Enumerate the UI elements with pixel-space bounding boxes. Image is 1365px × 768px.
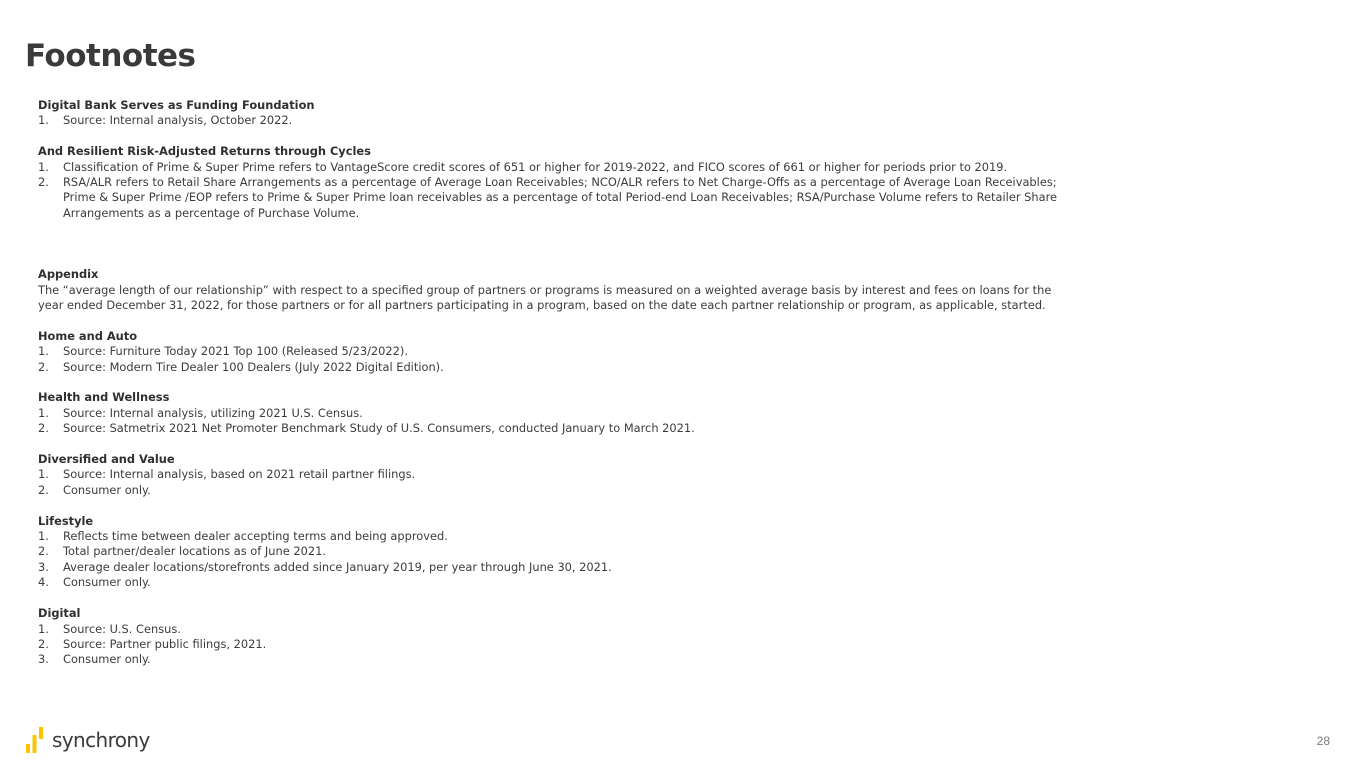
footnote-text: RSA/ALR refers to Retail Share Arrangements as a percentage of Average Loan Receivables; NCO/ALR refers to Net Charge-Offs as a percentage of Average Loan Receivables; Prime & Super Prime /EOP refers to Prime & Super Prime loan receivables as a percentage of total Period-end Loan Receivables; RSA/Purchase Volume refers to Retailer Share Arrangements as a percentage of Purchase Volume. (63, 175, 1058, 220)
footnote-item (38, 622, 1078, 637)
section-appendix (38, 267, 1078, 313)
footnote-number: 1. (38, 344, 49, 359)
footnote-item (38, 113, 1078, 128)
footnotes-content (38, 98, 1078, 683)
synchrony-logo-icon (26, 727, 48, 753)
section-diversified-and-value (38, 452, 1078, 498)
footnote-item (38, 344, 1078, 359)
footnote-number: 3. (38, 652, 49, 667)
footnote-number: 1. (38, 621, 49, 636)
section-heading: Digital Bank Serves as Funding Foundation (38, 98, 315, 112)
footnote-item (38, 160, 1078, 175)
footnote-item (38, 175, 1078, 221)
footnote-item (38, 529, 1078, 544)
footnote-number: 1. (38, 405, 49, 420)
section-health-and-wellness (38, 390, 1078, 436)
footnote-text: Consumer only. (63, 575, 151, 590)
section-home-and-auto (38, 329, 1078, 375)
footnote-number: 2. (38, 482, 49, 497)
section-resilient-returns (38, 144, 1078, 221)
footnote-number: 1. (38, 113, 49, 128)
page-number: 28 (1316, 734, 1330, 748)
footnote-item (38, 575, 1078, 590)
footnote-text: Source: Internal analysis, based on 2021 retail partner filings. (63, 467, 416, 482)
synchrony-logo (26, 727, 150, 753)
footnote-number: 2. (38, 544, 49, 559)
section-heading: Lifestyle (38, 513, 94, 528)
footnote-text: Source: Furniture Today 2021 Top 100 (Released 5/23/2022). (63, 344, 408, 359)
footnote-text: Reflects time between dealer accepting terms and being approved. (63, 529, 448, 544)
section-digital-bank (38, 98, 1078, 129)
section-heading: Diversified and Value (38, 452, 175, 467)
footnote-text: Source: Partner public filings, 2021. (63, 636, 267, 651)
footnote-item (38, 421, 1078, 436)
footnote-text: Source: U.S. Census. (63, 621, 181, 636)
footnote-number: 3. (38, 559, 49, 574)
footnote-item (38, 406, 1078, 421)
section-heading: Digital (38, 606, 81, 621)
appendix-text: The “average length of our relationship” with respect to a specified group of partners or programs is measured on a weighted average basis by interest and fees on loans for the year ended December 31, 2022, for those partners or for all partners participating in a program, based on the date each partner relationship or program, as applicable, started. (38, 282, 1052, 313)
footnote-number: 2. (38, 421, 49, 436)
logo-wordmark: synchrony (52, 728, 150, 752)
page-title: Footnotes (25, 38, 196, 74)
footnote-text: Total partner/dealer locations as of June 2021. (63, 544, 326, 559)
footnote-text: Consumer only. (63, 652, 151, 667)
footnote-number: 4. (38, 575, 49, 590)
footnote-item (38, 467, 1078, 482)
footnote-number: 2. (38, 359, 49, 374)
footnote-text: Source: Internal analysis, utilizing 2021 U.S. Census. (63, 405, 363, 420)
footnote-number: 1. (38, 529, 49, 544)
section-lifestyle (38, 514, 1078, 591)
footnote-item (38, 652, 1078, 667)
section-heading: And Resilient Risk-Adjusted Returns through Cycles (38, 144, 371, 159)
footnote-item (38, 560, 1078, 575)
footnote-text: Source: Satmetrix 2021 Net Promoter Benchmark Study of U.S. Consumers, conducted January to March 2021. (63, 421, 695, 436)
footnote-item (38, 544, 1078, 559)
section-digital (38, 606, 1078, 668)
footnote-item (38, 360, 1078, 375)
footnote-item (38, 483, 1078, 498)
footnote-number: 1. (38, 467, 49, 482)
footnote-text: Source: Modern Tire Dealer 100 Dealers (July 2022 Digital Edition). (63, 359, 444, 374)
footnote-number: 2. (38, 175, 49, 190)
footnote-text: Source: Internal analysis, October 2022. (63, 113, 293, 128)
section-heading: Appendix (38, 267, 99, 282)
footnote-number: 2. (38, 636, 49, 651)
section-heading: Health and Wellness (38, 390, 170, 405)
section-heading: Home and Auto (38, 328, 138, 343)
footnote-item (38, 637, 1078, 652)
footnote-text: Consumer only. (63, 482, 151, 497)
footnote-text: Classification of Prime & Super Prime refers to VantageScore credit scores of 651 or higher for 2019-2022, and FICO scores of 661 or higher for periods prior to 2019. (63, 159, 1008, 174)
footnote-text: Average dealer locations/storefronts added since January 2019, per year through June 30, 2021. (63, 559, 612, 574)
footnote-number: 1. (38, 159, 49, 174)
